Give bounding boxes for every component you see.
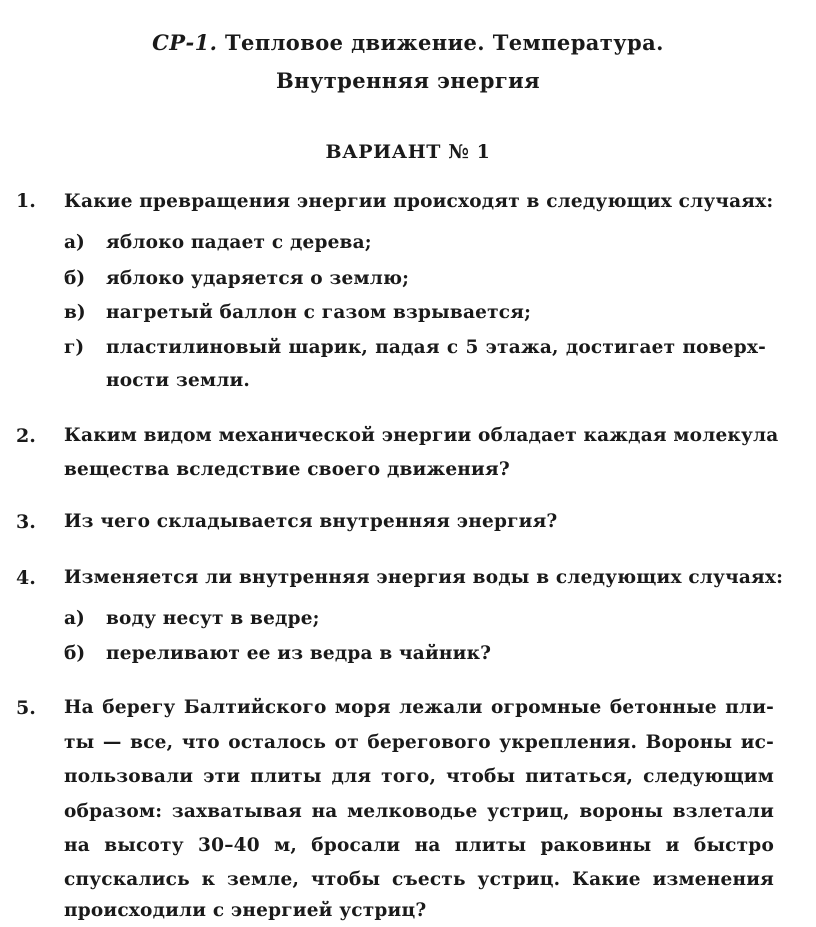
question-text: Изменяется ли внутренняя энергия воды в следующих случаях: [64,567,784,588]
question-text-continued: вещества вследствие своего движения? [64,459,510,480]
question-text: Какие превращения энергии происходят в следующих случаях: [64,191,774,212]
variant-heading: ВАРИАНТ № 1 [325,141,491,163]
question-text-continued: спускались к земле, чтобы съесть устриц. Какие изменения [64,869,774,890]
question-number: 4. [16,567,36,589]
question-number: 2. [16,425,36,447]
item-text: яблоко ударяется о землю; [106,268,410,289]
worksheet-code: СР-1. [152,30,218,55]
item-text: воду несут в ведре; [106,608,320,629]
question-text: Из чего складывается внутренняя энергия? [64,511,558,532]
item-text: яблоко падает с дерева; [106,232,372,253]
item-text: переливают ее из ведра в чайник? [106,643,492,664]
question-text-continued: образом: захватывая на мелководье устриц, вороны взлетали [64,801,774,822]
question-text: На берегу Балтийского моря лежали огромные бетонные пли- [64,697,774,718]
question-text: Каким видом механической энергии обладает каждая молекула [64,425,779,446]
item-mark: а) [64,608,85,629]
item-mark: г) [64,337,85,358]
page-subtitle: Внутренняя энергия [275,68,541,93]
item-mark: б) [64,643,86,664]
question-number: 1. [16,190,36,212]
item-text: пластилиновый шарик, падая с 5 этажа, достигает поверх- [106,337,766,358]
question-text-continued: происходили с энергией устриц? [64,900,427,921]
item-text-continued: ности земли. [106,370,251,391]
item-mark: б) [64,268,86,289]
question-text-continued: ты — все, что осталось от берегового укрепления. Вороны ис- [64,732,774,753]
item-mark: в) [64,302,86,323]
question-text-continued: на высоту 30–40 м, бросали на плиты раковины и быстро [64,835,774,856]
item-text: нагретый баллон с газом взрывается; [106,302,532,323]
question-text-continued: пользовали эти плиты для того, чтобы питаться, следующим [64,766,774,787]
title-line-1: Тепловое движение. Температура. [225,30,664,55]
item-mark: а) [64,232,85,253]
page-title [0,30,816,55]
question-number: 5. [16,697,36,719]
question-number: 3. [16,511,36,533]
